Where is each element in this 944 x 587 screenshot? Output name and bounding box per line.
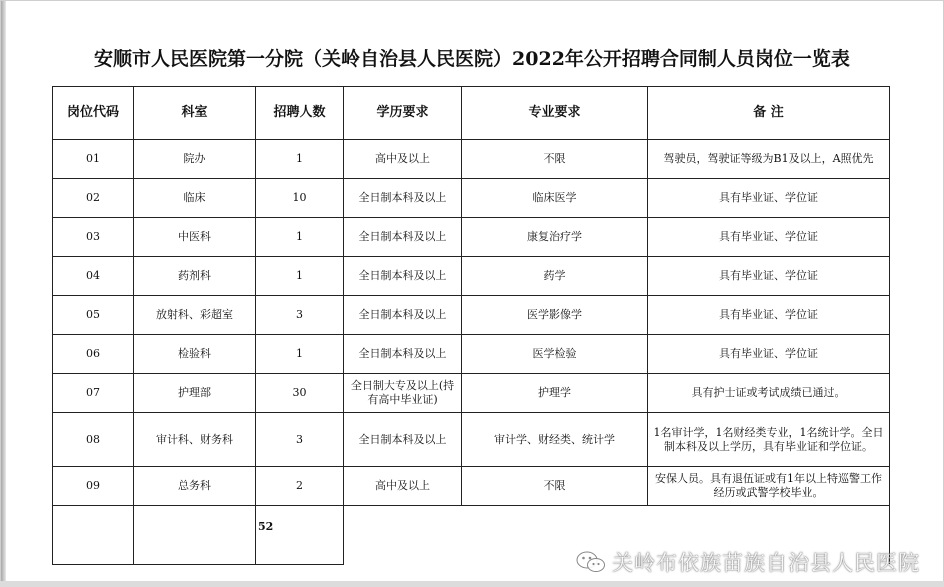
cell-code: 01 bbox=[53, 140, 134, 179]
wechat-watermark bbox=[576, 547, 920, 577]
cell-code: 05 bbox=[53, 296, 134, 335]
table-row bbox=[53, 413, 890, 467]
header-education: 学历要求 bbox=[344, 87, 462, 140]
cell-department: 审计科、财务科 bbox=[134, 413, 256, 467]
cell-major: 审计学、财经类、统计学 bbox=[462, 413, 648, 467]
cell-major: 不限 bbox=[462, 140, 648, 179]
table-header-row bbox=[53, 87, 890, 140]
cell-headcount: 3 bbox=[256, 413, 344, 467]
table-row bbox=[53, 218, 890, 257]
table-row bbox=[53, 467, 890, 506]
cell-department: 临床 bbox=[134, 179, 256, 218]
document-title: 安顺市人民医院第一分院（关岭自治县人民医院）2022年公开招聘合同制人员岗位一览表 bbox=[94, 48, 850, 70]
cell-headcount: 1 bbox=[256, 335, 344, 374]
cell-notes: 1名审计学，1名财经类专业，1名统计学。全日制本科及以上学历，具有毕业证和学位证。 bbox=[648, 413, 890, 467]
cell-notes: 驾驶员，驾驶证等级为B1及以上，A照优先 bbox=[648, 140, 890, 179]
total-headcount: 52 bbox=[256, 506, 344, 565]
cell-major: 不限 bbox=[462, 467, 648, 506]
cell-headcount: 10 bbox=[256, 179, 344, 218]
cell-code: 07 bbox=[53, 374, 134, 413]
cell-code: 06 bbox=[53, 335, 134, 374]
cell-major: 医学检验 bbox=[462, 335, 648, 374]
cell-education bbox=[344, 374, 462, 413]
cell-education: 全日制本科及以上 bbox=[344, 218, 462, 257]
header-position-code: 岗位代码 bbox=[53, 87, 134, 140]
cell-code: 09 bbox=[53, 467, 134, 506]
cell-code: 08 bbox=[53, 413, 134, 467]
cell-education: 高中及以上 bbox=[344, 140, 462, 179]
cell-headcount: 30 bbox=[256, 374, 344, 413]
cell-major: 护理学 bbox=[462, 374, 648, 413]
cell-major: 康复治疗学 bbox=[462, 218, 648, 257]
cell-headcount: 1 bbox=[256, 140, 344, 179]
cell-department: 检验科 bbox=[134, 335, 256, 374]
cell-education-text: 全日制大专及以上(持有高中毕业证) bbox=[350, 379, 455, 406]
cell-education: 全日制本科及以上 bbox=[344, 296, 462, 335]
table-row bbox=[53, 257, 890, 296]
cell-headcount: 1 bbox=[256, 218, 344, 257]
header-headcount: 招聘人数 bbox=[256, 87, 344, 140]
cell-education: 全日制本科及以上 bbox=[344, 413, 462, 467]
cell-notes: 具有毕业证、学位证 bbox=[648, 179, 890, 218]
cell-department: 总务科 bbox=[134, 467, 256, 506]
cell-notes: 具有护士证或考试成绩已通过。 bbox=[648, 374, 890, 413]
cell-education: 全日制本科及以上 bbox=[344, 179, 462, 218]
bottom-strip bbox=[0, 581, 944, 587]
cell-notes: 安保人员。具有退伍证或有1年以上特巡警工作经历或武警学校毕业。 bbox=[648, 467, 890, 506]
cell-notes: 具有毕业证、学位证 bbox=[648, 296, 890, 335]
cell-notes: 具有毕业证、学位证 bbox=[648, 218, 890, 257]
cell-major: 临床医学 bbox=[462, 179, 648, 218]
cell-department: 放射科、彩超室 bbox=[134, 296, 256, 335]
cell-education: 全日制本科及以上 bbox=[344, 335, 462, 374]
cell-headcount: 2 bbox=[256, 467, 344, 506]
header-notes: 备 注 bbox=[648, 87, 890, 140]
table-row bbox=[53, 296, 890, 335]
cell-major: 医学影像学 bbox=[462, 296, 648, 335]
table-row bbox=[53, 374, 890, 413]
cell-code: 04 bbox=[53, 257, 134, 296]
cell-empty bbox=[344, 506, 462, 565]
recruitment-table bbox=[52, 86, 890, 565]
cell-department: 中医科 bbox=[134, 218, 256, 257]
cell-headcount: 3 bbox=[256, 296, 344, 335]
cell-headcount: 1 bbox=[256, 257, 344, 296]
cell-department: 院办 bbox=[134, 140, 256, 179]
cell-department: 护理部 bbox=[134, 374, 256, 413]
cell-code: 03 bbox=[53, 218, 134, 257]
table-row bbox=[53, 335, 890, 374]
cell-education: 高中及以上 bbox=[344, 467, 462, 506]
cell-empty bbox=[134, 506, 256, 565]
wechat-icon bbox=[576, 550, 606, 574]
cell-notes: 具有毕业证、学位证 bbox=[648, 335, 890, 374]
cell-empty bbox=[53, 506, 134, 565]
header-major: 专业要求 bbox=[462, 87, 648, 140]
cell-code: 02 bbox=[53, 179, 134, 218]
cell-education: 全日制本科及以上 bbox=[344, 257, 462, 296]
watermark-text: 关岭布依族苗族自治县人民医院 bbox=[612, 551, 920, 575]
table-row bbox=[53, 140, 890, 179]
header-department: 科室 bbox=[134, 87, 256, 140]
cell-notes: 具有毕业证、学位证 bbox=[648, 257, 890, 296]
table-row bbox=[53, 179, 890, 218]
cell-major: 药学 bbox=[462, 257, 648, 296]
cell-department: 药剂科 bbox=[134, 257, 256, 296]
